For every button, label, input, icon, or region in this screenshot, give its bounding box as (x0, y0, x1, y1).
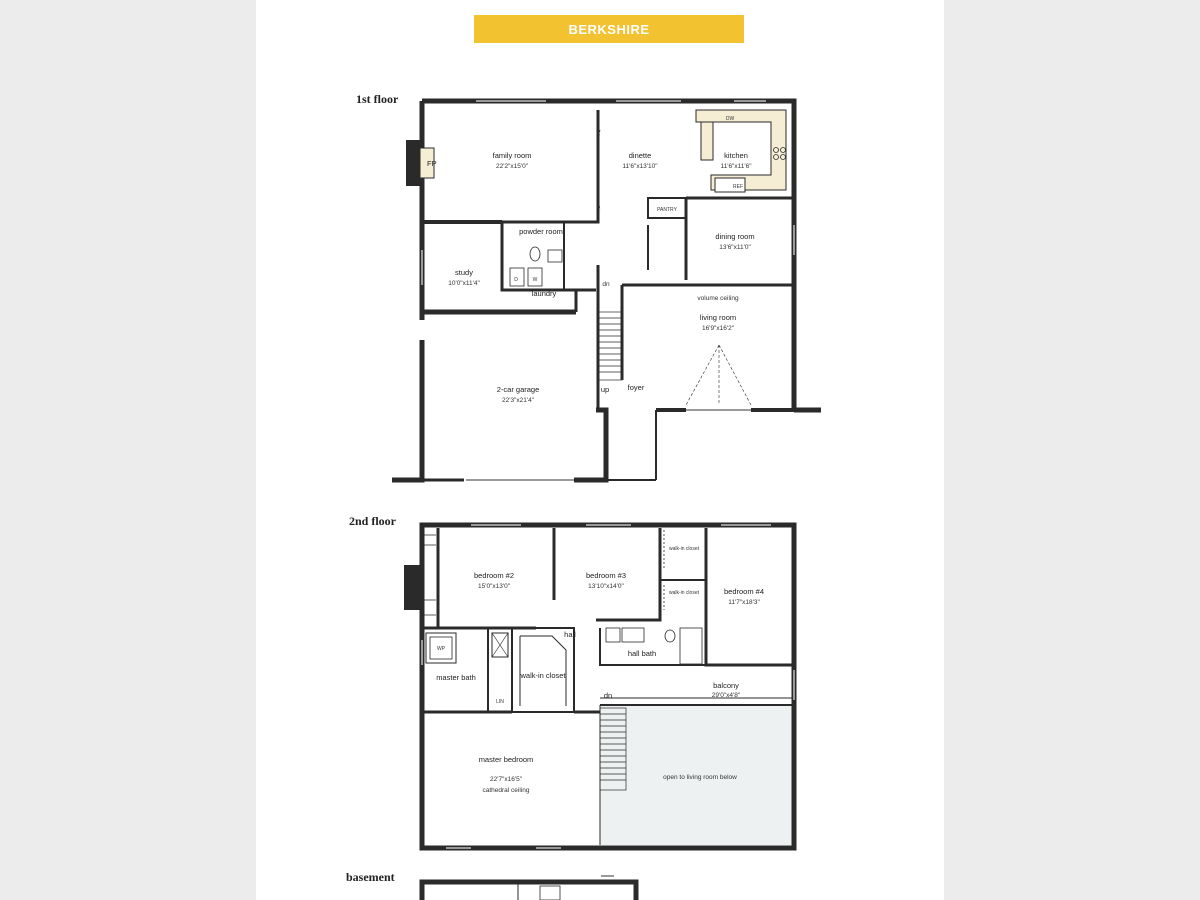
walkin-closet-top-label: walk-in closet (668, 546, 700, 552)
volume-ceiling-note: volume ceiling (697, 295, 739, 302)
basement-plan (422, 876, 636, 900)
bedroom-4-dims: 11'7"x18'3" (728, 599, 760, 606)
study-label: study (455, 268, 473, 277)
hall-label: hall (564, 630, 576, 639)
balcony-dims: 29'0"x4'8" (711, 692, 741, 699)
dinette-dims: 11'6"x13'10" (622, 163, 658, 170)
first-floor-plan (392, 101, 821, 480)
second-floor-label: 2nd floor (349, 514, 397, 528)
open-area-label: open to living room below (663, 774, 737, 781)
dining-room-label: dining room (715, 232, 755, 241)
cathedral-ceiling-note: cathedral ceiling (482, 787, 530, 794)
family-room-label: family room (492, 151, 532, 160)
garage-dims: 22'3"x21'4" (501, 397, 535, 404)
hall-bath-label: hall bath (627, 649, 657, 658)
bedroom-4-label: bedroom #4 (723, 587, 765, 596)
plan-title-banner: BERKSHIRE (474, 15, 744, 43)
first-floor-label: 1st floor (356, 92, 399, 106)
second-floor-dn-label: dn (603, 691, 613, 700)
floorplan-sheet (256, 0, 944, 900)
garage-label: 2-car garage (496, 385, 540, 394)
master-bath-label: master bath (436, 673, 476, 682)
refrigerator-label: REF (733, 184, 743, 190)
living-room-dims: 16'9"x16'2" (701, 325, 735, 332)
linen-closet-label: LIN (496, 699, 504, 705)
pantry-label: PANTRY (657, 207, 677, 213)
master-bedroom-label: master bedroom (478, 755, 534, 764)
basement-label: basement (346, 870, 395, 884)
fireplace-label: FP (427, 159, 437, 168)
balcony-label: balcony (713, 681, 739, 690)
foyer-label: foyer (627, 383, 645, 392)
powder-room-label: powder room (519, 227, 563, 236)
first-floor-up-label: up (600, 385, 610, 394)
kitchen-dims: 11'6"x11'6" (720, 163, 752, 170)
bedroom-3-dims: 13'10"x14'0" (588, 583, 624, 590)
first-floor-dn-label: dn (602, 281, 610, 288)
master-walkin-closet-label: walk-in closet (520, 671, 566, 680)
laundry-label: laundry (531, 289, 557, 298)
walkin-closet-mid-label: walk-in closet (668, 590, 700, 596)
family-room-dims: 22'2"x15'0" (495, 163, 529, 170)
study-dims: 10'0"x11'4" (448, 280, 480, 287)
whirlpool-label: WP (436, 646, 446, 652)
master-bedroom-dims: 22'7"x16'5" (489, 776, 523, 783)
living-room-label: living room (699, 313, 737, 322)
dryer-label: D (514, 277, 518, 283)
bedroom-2-dims: 15'0"x13'0" (477, 583, 511, 590)
dinette-label: dinette (628, 151, 652, 160)
bedroom-2-label: bedroom #2 (473, 571, 515, 580)
bedroom-3-label: bedroom #3 (585, 571, 627, 580)
dining-room-dims: 13'6"x11'0" (719, 244, 751, 251)
dishwasher-label: DW (725, 116, 735, 122)
kitchen-label: kitchen (724, 151, 748, 160)
floorplan-drawing (256, 0, 944, 900)
washer-label: W (532, 277, 538, 283)
